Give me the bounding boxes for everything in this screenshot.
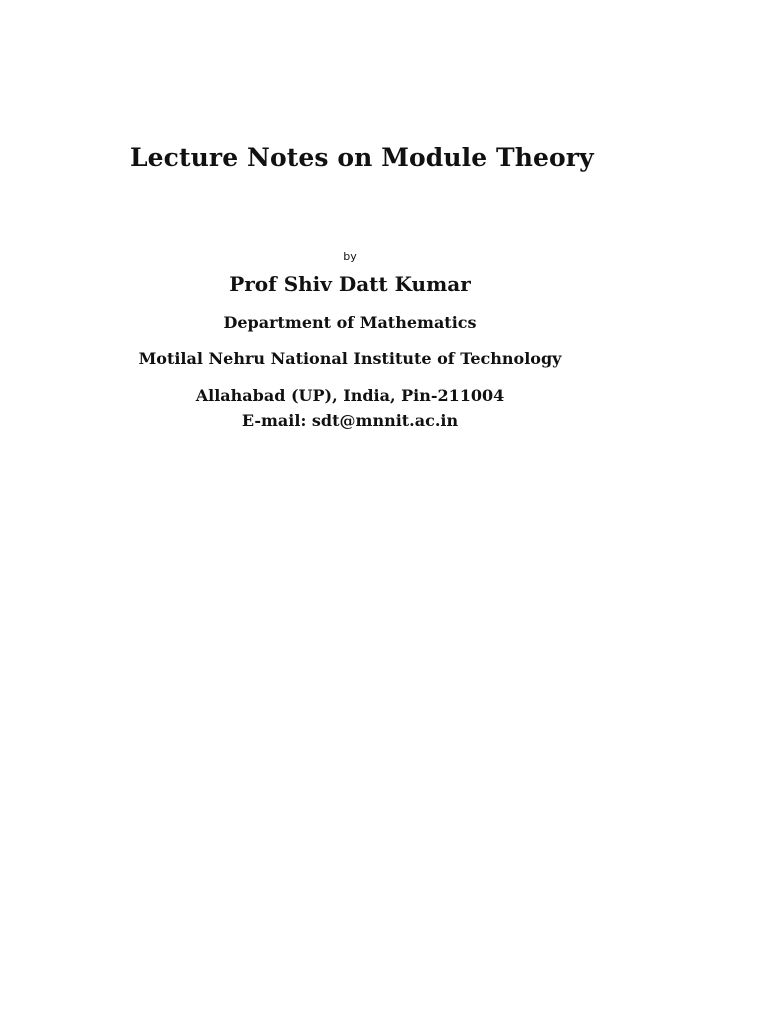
department: Department of Mathematics — [223, 313, 477, 332]
by-line: by — [343, 250, 357, 263]
author-name: Prof Shiv Datt Kumar — [229, 272, 471, 296]
address: Allahabad (UP), India, Pin-211004 — [195, 386, 505, 405]
email: E-mail: sdt@mnnit.ac.in — [241, 411, 459, 430]
institute: Motilal Nehru National Institute of Technology — [138, 349, 562, 368]
document-title: Lecture Notes on Module Theory — [130, 143, 594, 172]
